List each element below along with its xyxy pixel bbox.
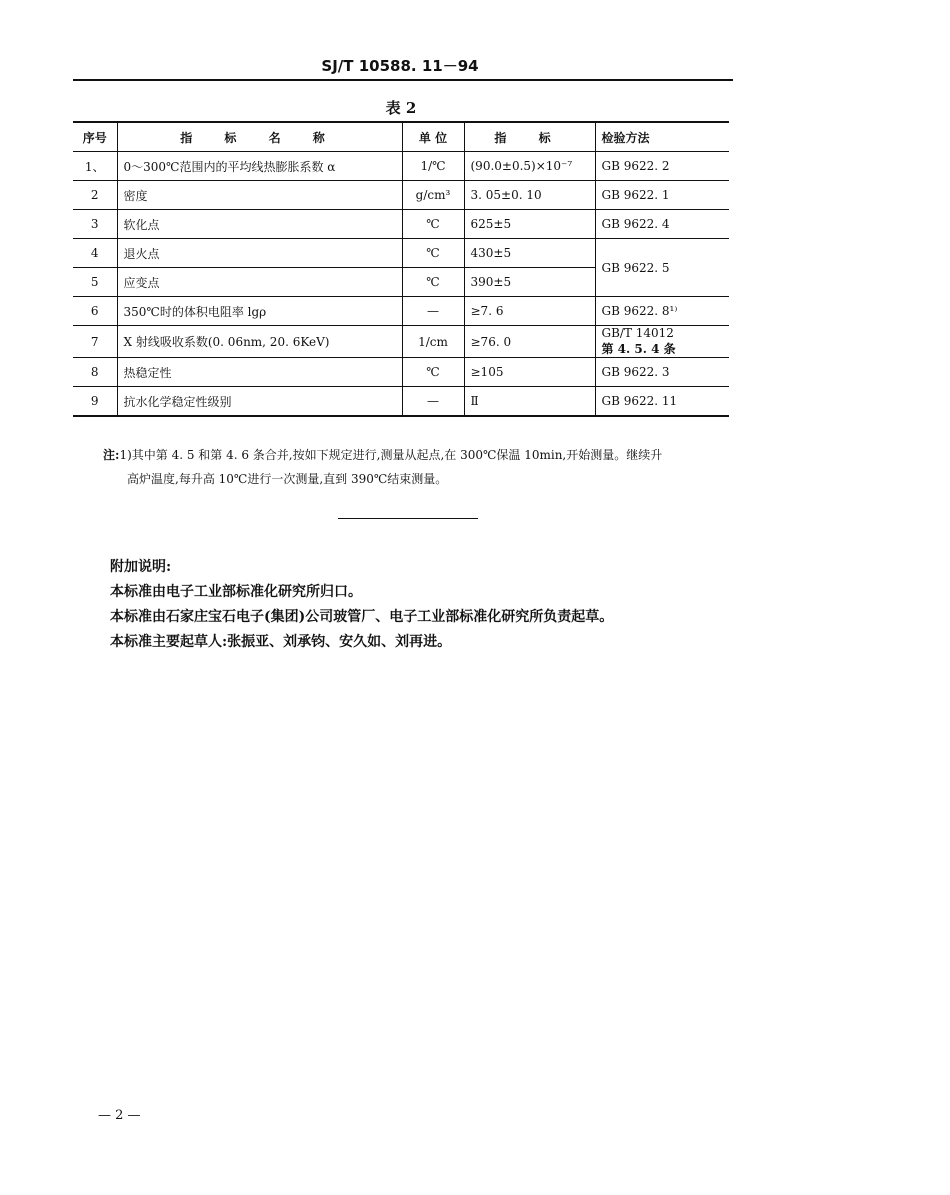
row-unit: ℃ — [402, 268, 464, 297]
row-method-line1: GB/T 14012 — [601, 326, 674, 340]
row-no: 1、 — [73, 152, 117, 181]
note-label: 注: — [103, 448, 120, 462]
header-rule — [73, 79, 733, 81]
table-header-row — [73, 122, 729, 152]
table-row — [73, 210, 729, 239]
row-name: 0～300℃范围内的平均线热膨胀系数 α — [117, 152, 402, 181]
appendix-title: 附加说明: — [110, 559, 172, 575]
note-line2: 高炉温度,每升高 10℃进行一次测量,直到 390℃结束测量。 — [127, 472, 448, 486]
row-unit: ℃ — [402, 210, 464, 239]
row-value: Ⅱ — [464, 387, 595, 417]
row-name: 软化点 — [117, 210, 402, 239]
appendix — [110, 555, 750, 655]
table-row — [73, 181, 729, 210]
col-header-unit: 单 位 — [402, 122, 464, 152]
row-name: 热稳定性 — [117, 358, 402, 387]
doc-code: SJ/T 10588. 11－94 — [321, 57, 479, 75]
appendix-line: 本标准由石家庄宝石电子(集团)公司玻管厂、电子工业部标准化研究所负责起草。 — [110, 609, 614, 625]
row-value: 625±5 — [464, 210, 595, 239]
row-no: 7 — [73, 326, 117, 358]
col-header-no: 序号 — [73, 122, 117, 152]
row-value: ≥7. 6 — [464, 297, 595, 326]
row-no: 9 — [73, 387, 117, 417]
appendix-line: 本标准主要起草人:张振亚、刘承钧、安久如、刘再进。 — [110, 634, 452, 650]
row-name: 抗水化学稳定性级别 — [117, 387, 402, 417]
row-method: GB 9622. 8¹⁾ — [595, 297, 729, 326]
row-unit: ℃ — [402, 358, 464, 387]
row-method-merged: GB 9622. 5 — [595, 239, 729, 297]
row-value: 3. 05±0. 10 — [464, 181, 595, 210]
spec-table — [73, 121, 729, 417]
table-row — [73, 297, 729, 326]
row-value: ≥105 — [464, 358, 595, 387]
page-number: — 2 — — [98, 1108, 141, 1123]
row-name: 350℃时的体积电阻率 lgρ — [117, 297, 402, 326]
row-unit: g/cm³ — [402, 181, 464, 210]
row-method: GB 9622. 3 — [595, 358, 729, 387]
row-unit: — — [402, 297, 464, 326]
row-method: GB 9622. 1 — [595, 181, 729, 210]
row-name: 密度 — [117, 181, 402, 210]
note-line1: 1)其中第 4. 5 和第 4. 6 条合并,按如下规定进行,测量从起点,在 300℃保温 10min,开始测量。继续升 — [119, 448, 663, 462]
row-unit: — — [402, 387, 464, 417]
row-unit: 1/℃ — [402, 152, 464, 181]
table-caption: 表 2 — [385, 99, 417, 117]
table-row — [73, 387, 729, 417]
row-no: 4 — [73, 239, 117, 268]
row-no: 3 — [73, 210, 117, 239]
row-value: ≥76. 0 — [464, 326, 595, 358]
table-row — [73, 239, 729, 268]
table-row — [73, 152, 729, 181]
row-no: 8 — [73, 358, 117, 387]
row-no: 6 — [73, 297, 117, 326]
row-name: 退火点 — [117, 239, 402, 268]
row-method: GB 9622. 2 — [595, 152, 729, 181]
row-method: GB 9622. 4 — [595, 210, 729, 239]
row-method — [595, 326, 729, 358]
row-no: 5 — [73, 268, 117, 297]
section-divider — [338, 518, 478, 519]
row-unit: 1/cm — [402, 326, 464, 358]
appendix-line: 本标准由电子工业部标准化研究所归口。 — [110, 584, 362, 600]
row-value: 430±5 — [464, 239, 595, 268]
table-note — [103, 443, 743, 491]
col-header-value: 指 标 — [464, 122, 595, 152]
row-value: (90.0±0.5)×10⁻⁷ — [464, 152, 595, 181]
table-row — [73, 326, 729, 358]
row-method: GB 9622. 11 — [595, 387, 729, 417]
col-header-name: 指 标 名 称 — [117, 122, 402, 152]
table-row — [73, 358, 729, 387]
row-unit: ℃ — [402, 239, 464, 268]
row-value: 390±5 — [464, 268, 595, 297]
row-name: 应变点 — [117, 268, 402, 297]
row-method-line2: 第 4. 5. 4 条 — [601, 342, 676, 356]
row-no: 2 — [73, 181, 117, 210]
col-header-method: 检验方法 — [595, 122, 729, 152]
row-name: X 射线吸收系数(0. 06nm, 20. 6KeV) — [117, 326, 402, 358]
